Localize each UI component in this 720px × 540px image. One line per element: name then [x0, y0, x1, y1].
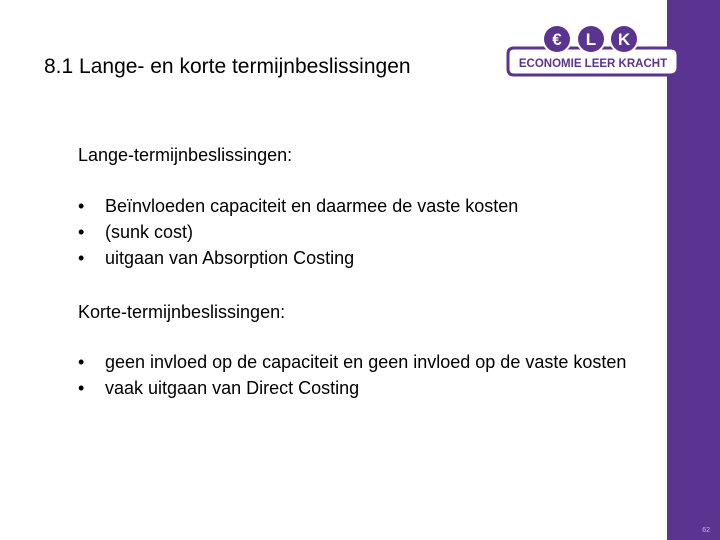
bullet-icon: • [78, 352, 85, 372]
list-item-text: geen invloed op de capaciteit en geen invloed op de vaste kosten [105, 352, 627, 372]
l-badge-label: L [585, 30, 597, 49]
bullet-icon: • [78, 222, 85, 242]
euro-badge-label: € [552, 30, 562, 49]
k-badge [609, 24, 639, 54]
slide-title: 8.1 Lange- en korte termijnbeslissingen [44, 55, 411, 78]
list-item-text: vaak uitgaan van Direct Costing [105, 378, 360, 398]
list-item-text: Beïnvloeden capaciteit en daarmee de vaste kosten [105, 196, 519, 216]
side-accent-bar [667, 0, 720, 540]
elk-logo [502, 22, 682, 80]
bullet-icon: • [78, 196, 85, 216]
l-badge [576, 24, 606, 54]
list-item-text: uitgaan van Absorption Costing [105, 248, 355, 268]
short-term-list [78, 351, 668, 403]
logo-text: ECONOMIE LEER KRACHT [518, 58, 668, 70]
bullet-icon: • [78, 248, 85, 268]
list-item [78, 351, 668, 373]
list-item-text: (sunk cost) [105, 222, 194, 242]
list-item [78, 247, 638, 269]
euro-badge [542, 24, 572, 54]
short-term-heading: Korte-termijnbeslissingen: [78, 302, 286, 322]
list-item [78, 221, 638, 243]
list-item [78, 195, 638, 217]
list-item [78, 377, 668, 399]
bullet-icon: • [78, 378, 85, 398]
page-number: 62 [702, 527, 710, 534]
long-term-heading: Lange-termijnbeslissingen: [78, 145, 293, 165]
long-term-list [78, 195, 638, 273]
k-badge-label: K [617, 30, 631, 49]
